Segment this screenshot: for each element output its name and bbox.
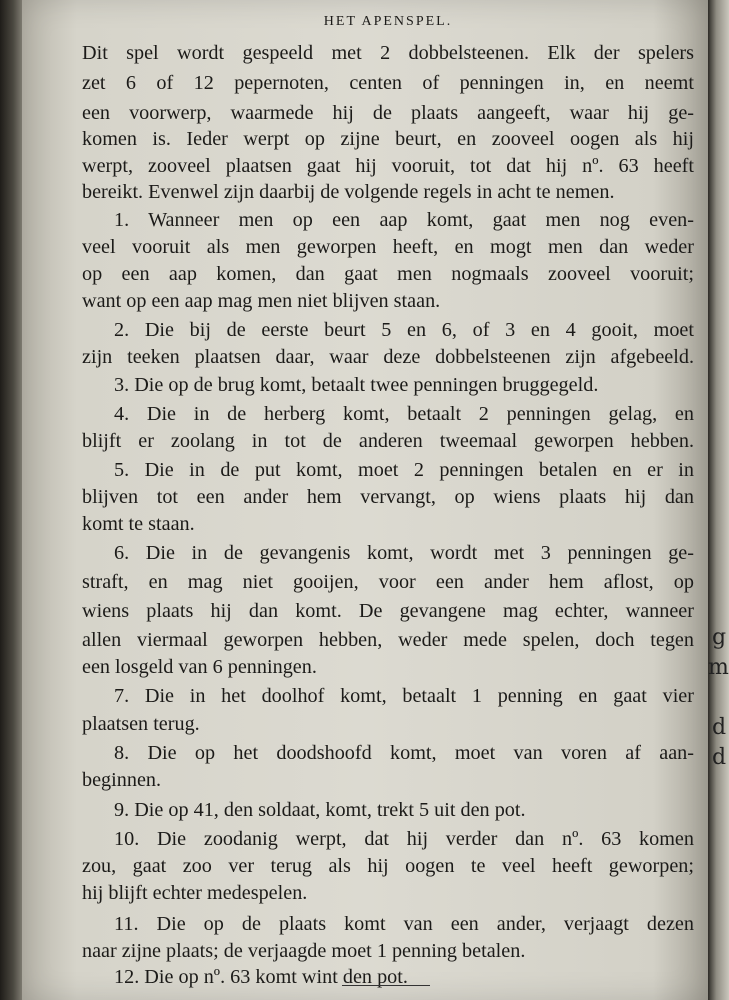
book-gutter: [708, 0, 729, 1000]
adjacent-page-letter: d: [712, 745, 727, 770]
text-line: een losgeld van 6 penningen.: [82, 656, 317, 678]
rule-line: 9. Die op 41, den soldaat, komt, trekt 5 uit den pot.: [114, 799, 526, 821]
text-line: hij blijft echter medespelen.: [82, 882, 308, 904]
text-line: zijn teeken plaatsen daar, waar deze dobbelsteenen zijn afgebeeld.: [82, 346, 694, 368]
text-line: naar zijne plaats; de verjaagde moet 1 penning betalen.: [82, 940, 526, 962]
rule-line: 10. Die zoodanig werpt, dat hij verder dan nº. 63 komen: [114, 828, 694, 850]
text-line: allen viermaal geworpen hebben, weder mede spelen, doch tegen: [82, 629, 694, 651]
text-line: op een aap komen, dan gaat men nogmaals zooveel vooruit;: [82, 263, 694, 285]
rule-line: 5. Die in de put komt, moet 2 penningen betalen en er in: [114, 459, 694, 481]
text-line: want op een aap mag men niet blijven staan.: [82, 290, 441, 312]
rule-line: 8. Die op het doodshoofd komt, moet van voren af aan-: [114, 742, 694, 764]
text-line: plaatsen terug.: [82, 713, 200, 735]
page-title: HET APENSPEL.: [323, 14, 453, 29]
text-line: veel vooruit als men geworpen heeft, en mogt men dan weder: [82, 236, 694, 258]
book-left-edge: [0, 0, 22, 1000]
rule-line: 4. Die in de herberg komt, betaalt 2 penningen gelag, en: [114, 403, 694, 425]
text-line: Dit spel wordt gespeeld met 2 dobbelsteenen. Elk der spelers: [82, 42, 694, 64]
text-line: blijft er zoolang in tot de anderen tweemaal geworpen hebben.: [82, 430, 694, 452]
text-line: blijven tot een ander hem vervangt, op wiens plaats hij dan: [82, 486, 694, 508]
text-line: bereikt. Evenwel zijn daarbij de volgende regels in acht te nemen.: [82, 181, 615, 203]
rule-line: 3. Die op de brug komt, betaalt twee penningen bruggegeld.: [114, 374, 599, 396]
rule-line: 1. Wanneer men op een aap komt, gaat men nog even-: [114, 209, 694, 231]
text-line: straft, en mag niet gooijen, voor een ander hem aflost, op: [82, 571, 694, 593]
text-line: komen is. Ieder werpt op zijne beurt, en zooveel oogen als hij: [82, 128, 694, 150]
adjacent-page-letter: g: [712, 625, 727, 650]
rule-line: 11. Die op de plaats komt van een ander, verjaagt dezen: [114, 913, 694, 935]
text-line: komt te staan.: [82, 513, 195, 535]
rule-line: 7. Die in het doolhof komt, betaalt 1 penning en gaat vier: [114, 685, 694, 707]
end-rule: [342, 985, 430, 986]
rule-line: 12. Die op nº. 63 komt wint den pot.: [114, 966, 408, 988]
text-line: werpt, zooveel plaatsen gaat hij vooruit, tot dat hij nº. 63 heeft: [82, 155, 694, 177]
text-line: wiens plaats hij dan komt. De gevangene mag echter, wanneer: [82, 600, 694, 622]
text-line: een voorwerp, waarmede hij de plaats aangeeft, waar hij ge-: [82, 102, 694, 124]
adjacent-page-letter: d: [712, 715, 727, 740]
text-line: beginnen.: [82, 769, 162, 791]
text-line: zet 6 of 12 pepernoten, centen of penningen in, en neemt: [82, 72, 694, 94]
rule-line: 6. Die in de gevangenis komt, wordt met 3 penningen ge-: [114, 542, 694, 564]
adjacent-page-letter: m: [708, 655, 729, 680]
text-line: zou, gaat zoo ver terug als hij oogen te veel heeft geworpen;: [82, 855, 694, 877]
rule-line: 2. Die bij de eerste beurt 5 en 6, of 3 en 4 gooit, moet: [114, 319, 694, 341]
